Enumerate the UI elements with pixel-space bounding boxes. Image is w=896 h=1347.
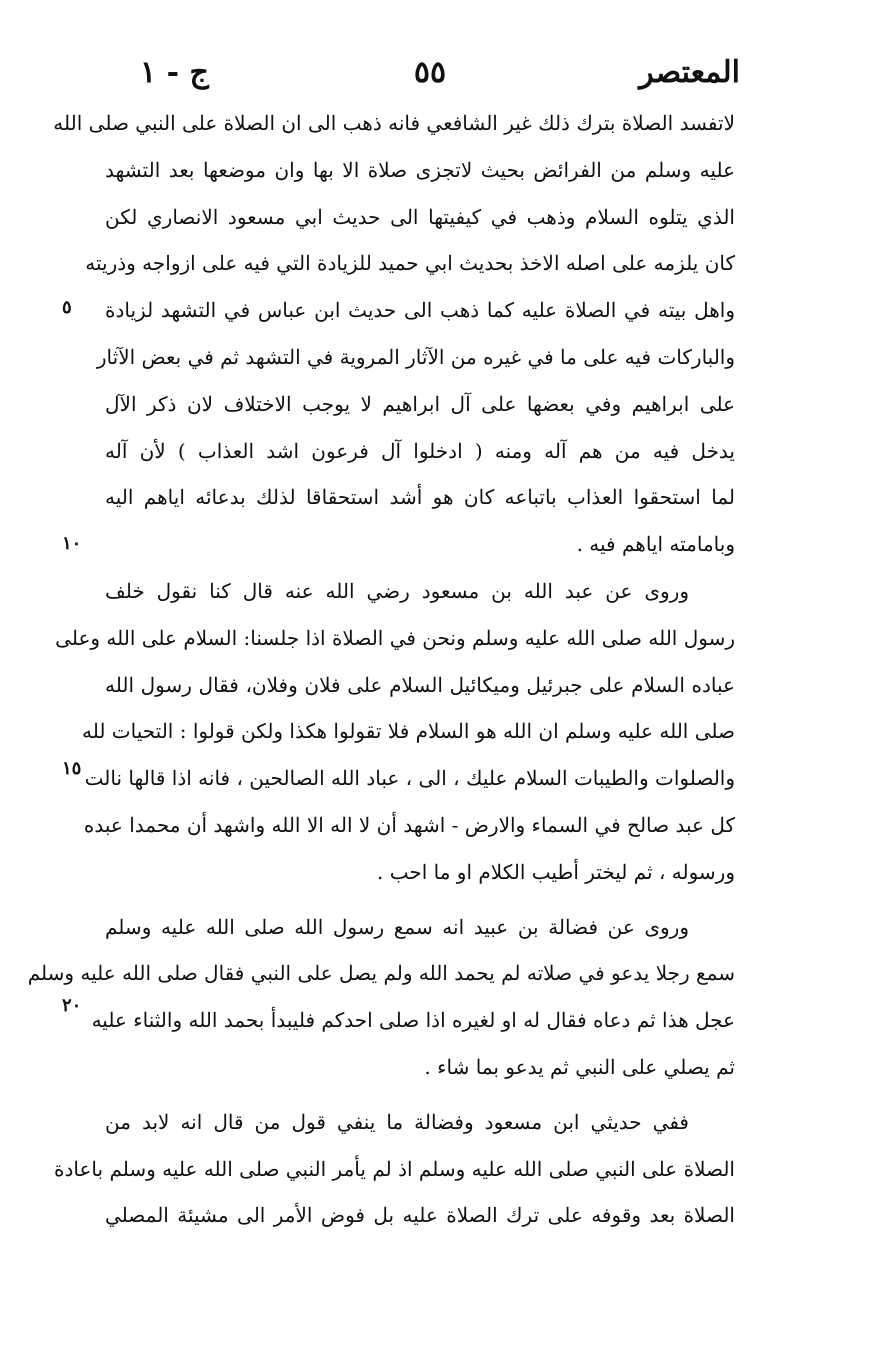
text-line-5: واهل بيته في الصلاة عليه كما ذهب الى حديث ابن عباس في التشهد لزيادة: [105, 298, 735, 323]
line-number-15: ١٥: [62, 758, 82, 779]
text-line-16: كل عبد صالح في السماء والارض - اشهد أن لا اله الا الله واشهد أن محمدا عبده: [83, 812, 735, 837]
text-line-22: ففي حديثي ابن مسعود وفضالة ما ينفي قول من قال انه لابد من: [105, 1109, 689, 1134]
text-line-11: وروى عن عبد الله بن مسعود رضي الله عنه قال كنا نقول خلف: [105, 578, 689, 603]
text-line-1: لاتفسد الصلاة بترك ذلك غير الشافعي فانه ذهب الى ان الصلاة على النبي صلى الله: [53, 111, 735, 135]
text-line-3: الذي يتلوه السلام وذهب في كيفيتها الى حديث ابي مسعود الانصاري لكن: [105, 204, 735, 229]
text-line-7: على ابراهيم وفي بعضها على آل ابراهيم لا يوجب الاختلاف لان ذكر الآل: [105, 391, 735, 416]
text-line-23: الصلاة على النبي صلى الله عليه وسلم اذ لم يأمر النبي صلى الله عليه وسلم باعادة: [54, 1156, 735, 1181]
text-line-6: والباركات فيه على ما في غيره من الآثار المروية في التشهد ثم في بعض الآثار: [96, 344, 735, 369]
line-number-5: ٥: [62, 297, 72, 318]
text-line-24: الصلاة بعد وقوفه على ترك الصلاة عليه بل فوض الأمر الى مشيئة المصلي: [105, 1203, 735, 1228]
line-number-10: ١٠: [62, 533, 82, 554]
text-line-21: ثم يصلي على النبي ثم يدعو بما شاء .: [424, 1054, 735, 1079]
line-number-20: ٢٠: [62, 995, 82, 1016]
text-line-2: عليه وسلم من الفرائض بحيث لاتجزى صلاة الا بها وان موضعها بعد التشهد: [105, 157, 735, 182]
text-line-18: وروى عن فضالة بن عبيد انه سمع رسول الله صلى الله عليه وسلم: [105, 914, 689, 939]
text-line-13: عباده السلام على جبرئيل وميكائيل السلام على فلان وفلان، فقال رسول الله: [105, 672, 735, 697]
text-line-10: وبامامته اياهم فيه .: [576, 532, 735, 557]
text-line-14: صلى الله عليه وسلم ان الله هو السلام فلا تقولوا هكذا ولكن قولوا : التحيات لله: [82, 719, 735, 744]
text-line-17: ورسوله ، ثم ليختر أطيب الكلام او ما احب .: [377, 859, 735, 884]
text-line-9: لما استحقوا العذاب باتباعه كان هو أشد استحقاقا لذلك بدعائه اياهم اليه: [105, 485, 735, 510]
text-line-4: كان يلزمه على اصله الاخذ بحديث ابي حميد للزيادة التي فيه على ازواجه وذريته: [85, 251, 735, 276]
page-number: ٥٥: [413, 55, 447, 90]
book-title: المعتصر: [639, 55, 740, 90]
text-line-12: رسول الله صلى الله عليه وسلم ونحن في الصلاة اذا جلسنا: السلام على الله وعلى: [55, 625, 735, 650]
volume-label: ج - ١: [140, 55, 209, 90]
page-header: [110, 50, 740, 96]
text-line-15: والصلوات والطيبات السلام عليك ، الى ، عباد الله الصالحين ، فانه اذا قالها نالت: [84, 766, 735, 791]
text-line-19: سمع رجلا يدعو في صلاته لم يحمد الله ولم يصل على النبي فقال صلى الله عليه وسلم: [27, 961, 735, 986]
text-line-8: يدخل فيه من هم آله ومنه ( ادخلوا آل فرعون اشد العذاب ) لأن آله: [105, 438, 735, 463]
text-line-20: عجل هذا ثم دعاه فقال له او لغيره اذا صلى احدكم فليبدأ بحمد الله والثناء عليه: [91, 1008, 735, 1033]
